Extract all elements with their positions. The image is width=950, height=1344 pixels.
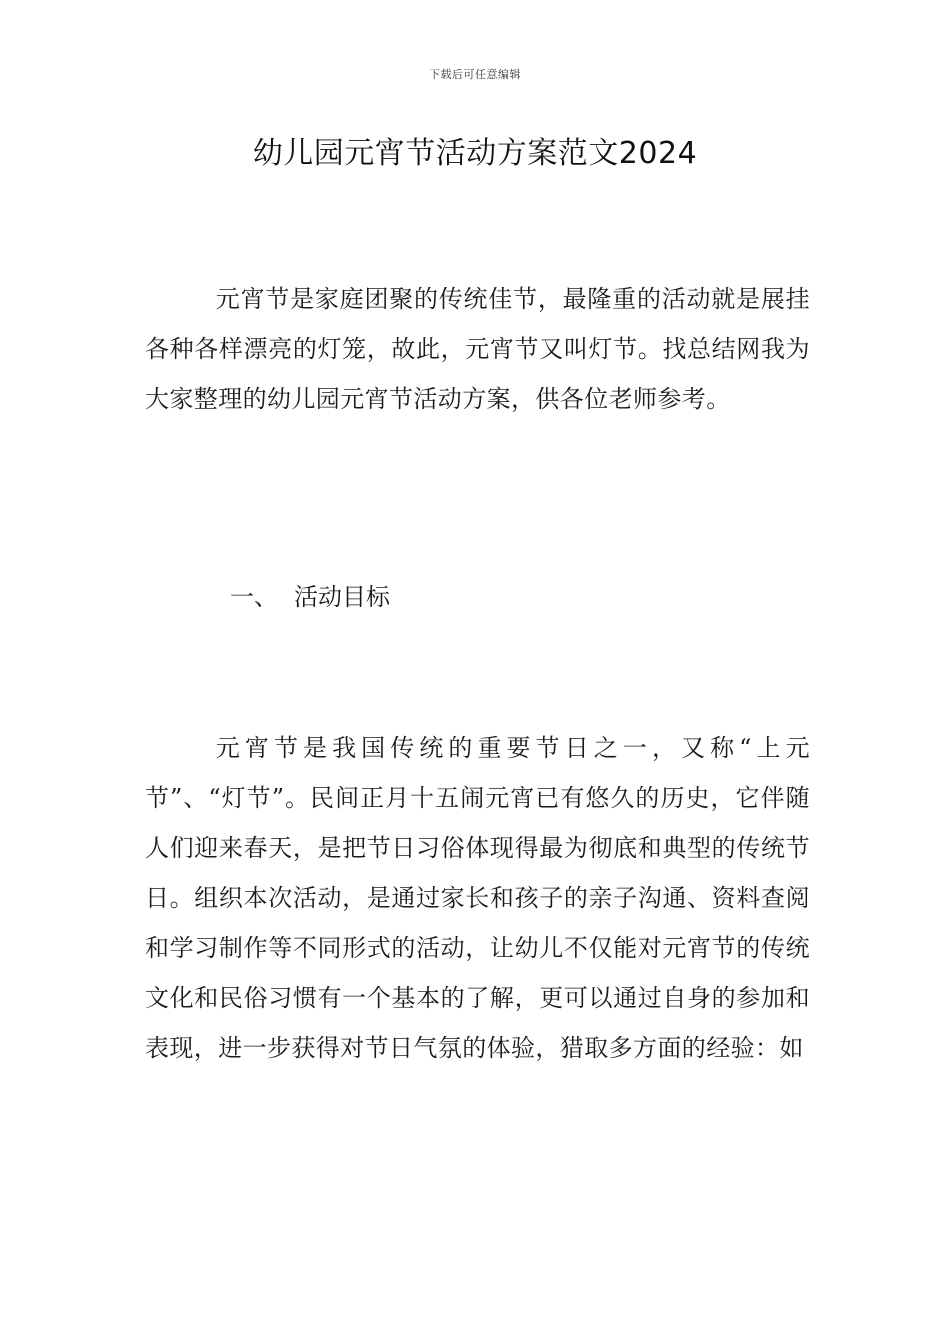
header-note: 下载后可任意编辑 (429, 68, 521, 81)
section-body-paragraph: 元宵节是我国传统的重要节日之一，又称“上元节”、“灯节”。民间正月十五闹元宵已有悠久的历史，它伴随人们迎来春天，是把节日习俗体现得最为彻底和典型的传统节日。组织本次活动，是通过家长和孩子的亲子沟通、资料查阅和学习制作等不同形式的活动，让幼儿不仅能对元宵节的传统文化和民俗习惯有一个基本的了解，更可以通过自身的参加和表现，进一步获得对节日气氛的体验，猎取多方面的经验：如 (145, 734, 810, 1062)
document-title: 幼儿园元宵节活动方案范文2024 (252, 136, 698, 171)
section-heading (230, 575, 390, 619)
section-heading-text: 活动目标 (294, 583, 390, 611)
section-number: 一、 (230, 583, 278, 611)
intro-paragraph: 元宵节是家庭团聚的传统佳节，最隆重的活动就是展挂各种各样漂亮的灯笼，故此，元宵节又叫灯节。找总结网我为大家整理的幼儿园元宵节活动方案，供各位老师参考。 (145, 285, 810, 413)
